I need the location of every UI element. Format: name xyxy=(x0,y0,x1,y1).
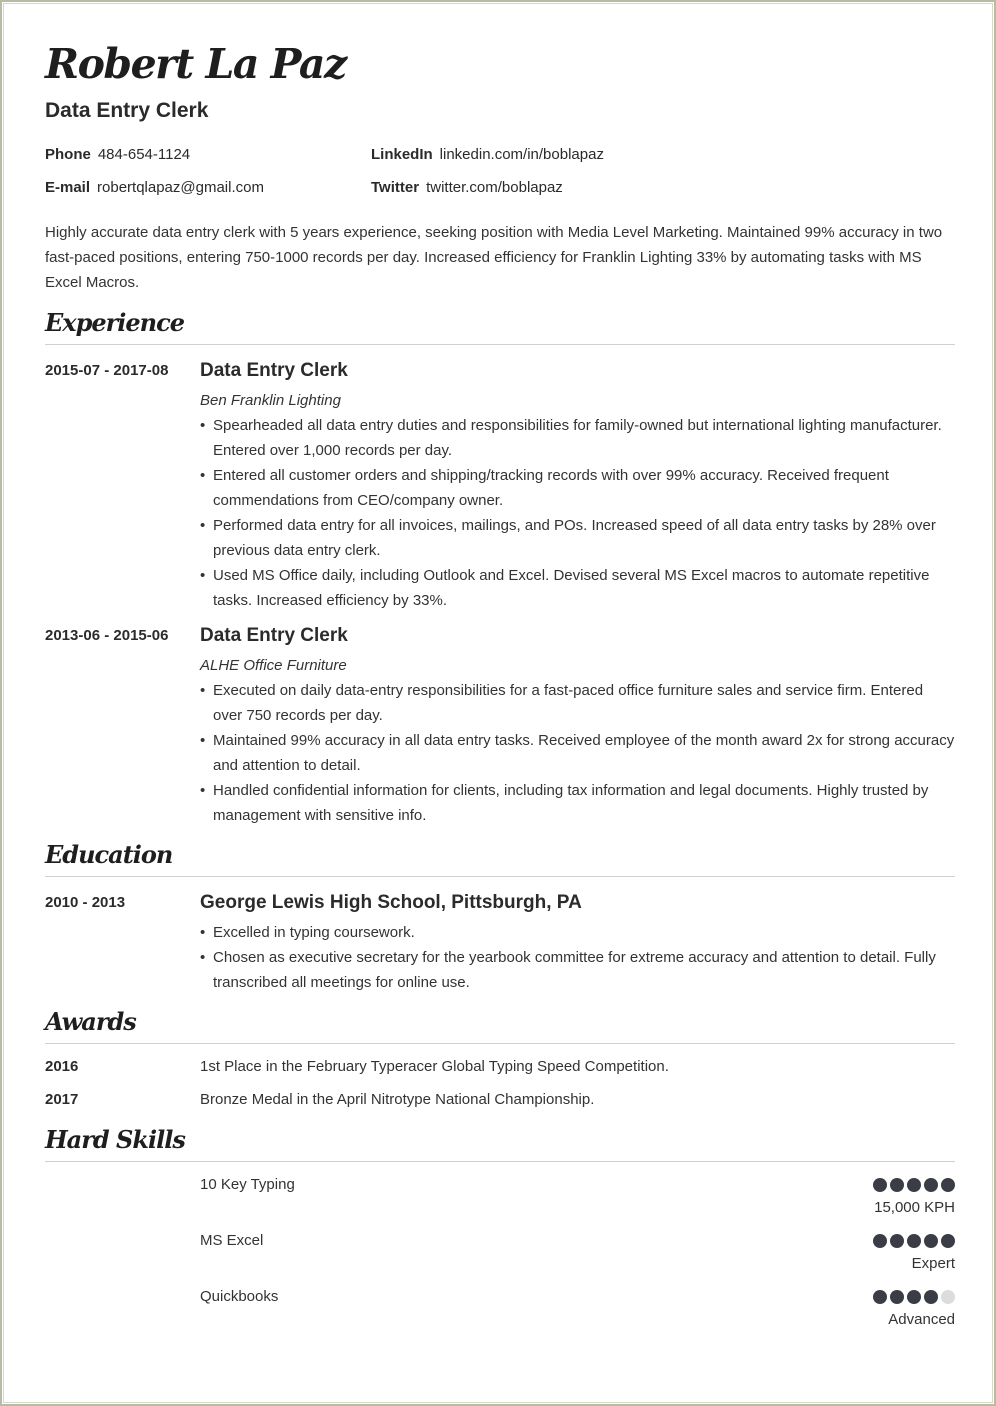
list-item: • Executed on daily data-entry responsibilities for a fast-paced office furniture sales and service firm. Entered over 750 records per day. xyxy=(200,678,955,728)
phone-value: 484-654-1124 xyxy=(97,146,191,163)
experience-divider xyxy=(45,344,955,345)
twitter-value[interactable]: twitter.com/boblapaz xyxy=(426,179,563,196)
school-name: George Lewis High School, Pittsburgh, PA xyxy=(200,892,582,913)
education-dates: 2010 - 2013 xyxy=(45,894,126,911)
skill-1-rating xyxy=(873,1178,955,1192)
skill-1-level: 15,000 KPH xyxy=(874,1199,955,1216)
rating-dot-filled xyxy=(907,1234,921,1248)
rating-dot-filled xyxy=(907,1290,921,1304)
skill-2-level: Expert xyxy=(911,1255,955,1272)
linkedin-value[interactable]: linkedin.com/in/boblapaz xyxy=(439,146,604,163)
skills-divider xyxy=(45,1161,955,1162)
rating-dot-filled xyxy=(924,1178,938,1192)
job-2-dates: 2013-06 - 2015-06 xyxy=(45,627,169,644)
list-item: • Used MS Office daily, including Outlook and Excel. Devised several MS Excel macros to automate repetitive tasks. Increased efficiency by 33%. xyxy=(200,563,955,613)
skill-3-rating xyxy=(873,1290,955,1304)
rating-dot-filled xyxy=(924,1290,938,1304)
skill-3-level: Advanced xyxy=(888,1311,955,1328)
skill-3-name: Quickbooks xyxy=(200,1288,279,1305)
twitter-label: Twitter xyxy=(371,179,420,196)
rating-dot-filled xyxy=(924,1234,938,1248)
education-bullets xyxy=(200,920,955,995)
education-entry xyxy=(200,891,955,995)
contact-email xyxy=(45,179,264,196)
skill-1-name: 10 Key Typing xyxy=(200,1176,295,1193)
rating-dot-filled xyxy=(873,1290,887,1304)
list-item: • Excelled in typing coursework. xyxy=(200,920,955,945)
candidate-name: Robert La Paz xyxy=(45,40,346,88)
job-2-bullets xyxy=(200,678,955,828)
list-item: • Handled confidential information for clients, including tax information and legal documents. Highly trusted by management with sensitive info. xyxy=(200,778,955,828)
job-2 xyxy=(200,624,955,828)
list-item: • Entered all customer orders and shipping/tracking records with over 99% accuracy. Received frequent commendations from CEO/company owner. xyxy=(200,463,955,513)
candidate-title: Data Entry Clerk xyxy=(45,99,209,122)
skills-heading: Hard Skills xyxy=(45,1125,185,1154)
award-2-year: 2017 xyxy=(45,1091,79,1108)
contact-linkedin xyxy=(371,146,604,163)
rating-dot-filled xyxy=(890,1234,904,1248)
job-1-title: Data Entry Clerk xyxy=(200,360,348,381)
email-value[interactable]: robertqlapaz@gmail.com xyxy=(97,179,264,196)
phone-label: Phone xyxy=(45,146,91,163)
linkedin-label: LinkedIn xyxy=(371,146,433,163)
rating-dot-empty xyxy=(941,1290,955,1304)
job-2-company: ALHE Office Furniture xyxy=(200,657,347,674)
skill-2-name: MS Excel xyxy=(200,1232,264,1249)
job-1-company: Ben Franklin Lighting xyxy=(200,392,341,409)
rating-dot-filled xyxy=(941,1234,955,1248)
skill-2-rating xyxy=(873,1234,955,1248)
job-1-bullets xyxy=(200,413,955,613)
rating-dot-filled xyxy=(873,1234,887,1248)
rating-dot-filled xyxy=(890,1290,904,1304)
rating-dot-filled xyxy=(873,1178,887,1192)
award-2-text: Bronze Medal in the April Nitrotype National Championship. xyxy=(200,1091,595,1108)
contact-phone xyxy=(45,146,190,163)
email-label: E-mail xyxy=(45,179,91,196)
experience-heading: Experience xyxy=(45,308,185,337)
contact-twitter xyxy=(371,179,563,196)
rating-dot-filled xyxy=(941,1178,955,1192)
education-divider xyxy=(45,876,955,877)
job-1 xyxy=(200,359,955,613)
list-item: • Chosen as executive secretary for the yearbook committee for extreme accuracy and attention to detail. Fully transcribed all meetings for online use. xyxy=(200,945,955,995)
job-2-title: Data Entry Clerk xyxy=(200,625,348,646)
list-item: • Maintained 99% accuracy in all data entry tasks. Received employee of the month award 2x for strong accuracy and attention to detail. xyxy=(200,728,955,778)
award-1-text: 1st Place in the February Typeracer Global Typing Speed Competition. xyxy=(200,1058,669,1075)
award-1-year: 2016 xyxy=(45,1058,79,1075)
rating-dot-filled xyxy=(907,1178,921,1192)
awards-divider xyxy=(45,1043,955,1044)
list-item: • Spearheaded all data entry duties and responsibilities for family-owned but international lighting manufacturer. Entered over 1,000 records per day. xyxy=(200,413,955,463)
job-1-dates: 2015-07 - 2017-08 xyxy=(45,362,169,379)
education-heading: Education xyxy=(45,840,173,869)
rating-dot-filled xyxy=(890,1178,904,1192)
awards-heading: Awards xyxy=(45,1007,136,1036)
summary-text: Highly accurate data entry clerk with 5 years experience, seeking position with Media Level Marketing. Maintained 99% accuracy in two fast-paced positions, entering 750-1000 records per day. Increased efficiency for Franklin Lighting 33% by automating tasks with MS Excel Macros. xyxy=(45,224,943,291)
list-item: • Performed data entry for all invoices, mailings, and POs. Increased speed of all data entry tasks by 28% over previous data entry clerk. xyxy=(200,513,955,563)
